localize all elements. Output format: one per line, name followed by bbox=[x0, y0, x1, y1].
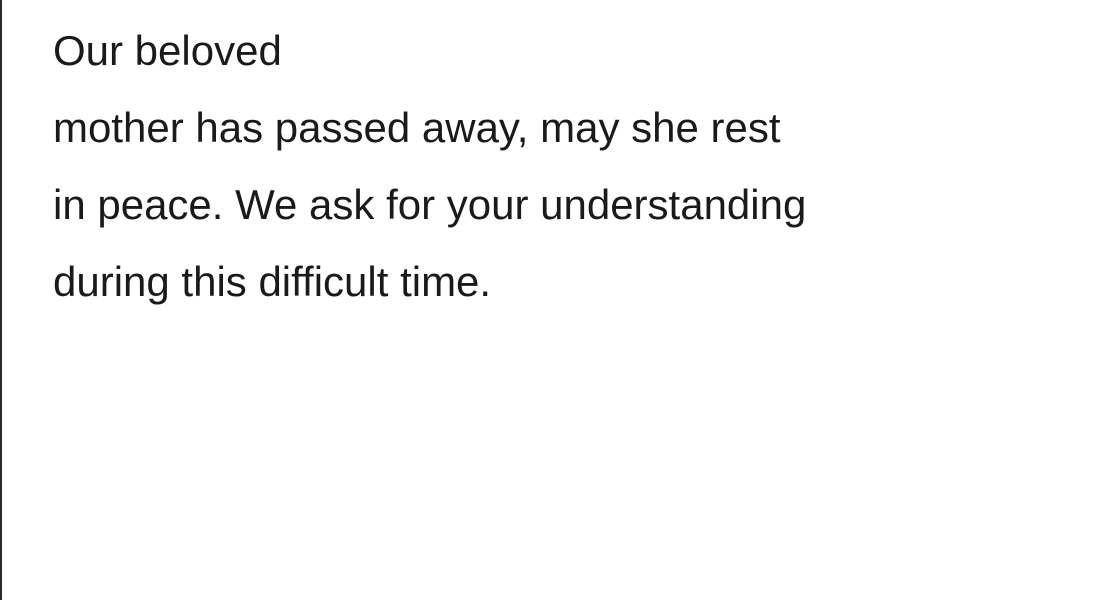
left-edge-divider bbox=[0, 0, 2, 600]
message-line-4: during this difficult time. bbox=[53, 258, 492, 305]
message-text-block bbox=[53, 12, 1093, 320]
message-line-1: Our beloved bbox=[53, 27, 282, 74]
message-line-2: mother has passed away, may she rest bbox=[53, 104, 781, 151]
message-line-3: in peace. We ask for your understanding bbox=[53, 181, 807, 228]
